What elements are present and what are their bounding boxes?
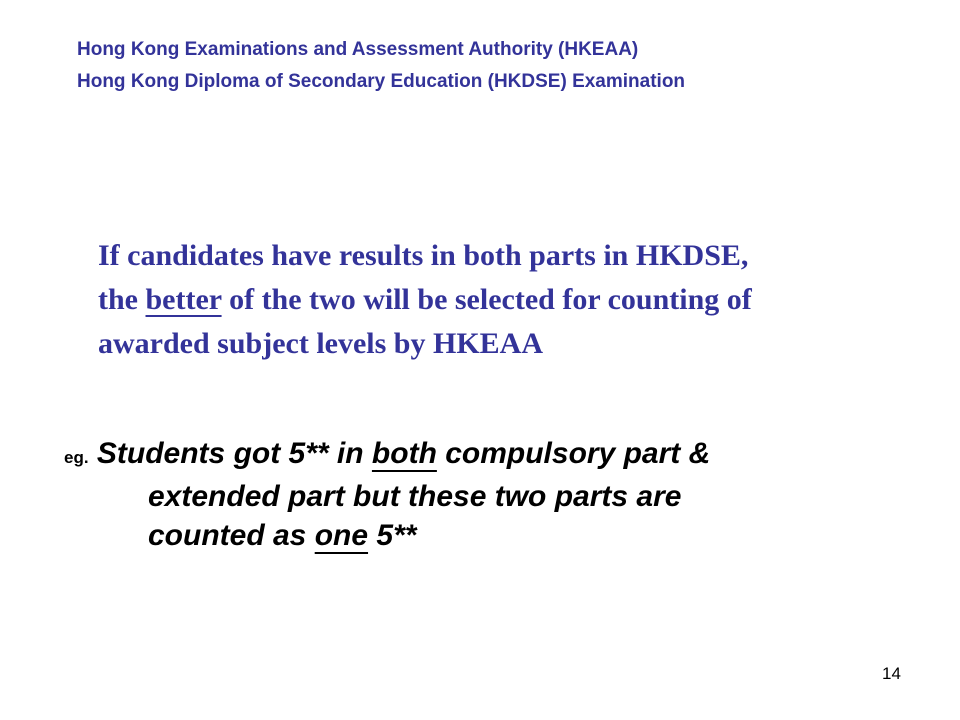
header-line-hkdse: Hong Kong Diploma of Secondary Education (HKDSE) Examination bbox=[77, 71, 686, 92]
statement-line-2-start: the bbox=[98, 283, 146, 316]
example-block bbox=[64, 434, 924, 555]
underlined-word-both: both bbox=[371, 437, 437, 470]
example-line-3-start: counted as bbox=[148, 519, 315, 552]
example-line-2: extended part but these two parts are bbox=[148, 480, 682, 513]
statement-line-1: If candidates have results in both parts in HKDSE, bbox=[98, 239, 749, 272]
underlined-word-better: better bbox=[145, 283, 222, 316]
example-prefix: eg. bbox=[64, 448, 89, 467]
example-line-3 bbox=[64, 516, 924, 555]
example-line-1-start: Students got 5** in bbox=[88, 437, 372, 470]
page-number: 14 bbox=[882, 664, 901, 683]
underlined-word-one: one bbox=[314, 519, 369, 552]
slide-header bbox=[77, 34, 685, 98]
statement-line-3: awarded subject levels by HKEAA bbox=[98, 327, 543, 360]
example-line-1 bbox=[64, 434, 924, 477]
example-line-3-end: 5** bbox=[368, 519, 417, 552]
statement-line-2-end: of the two will be selected for counting of bbox=[221, 283, 752, 316]
header-line-hkeaa: Hong Kong Examinations and Assessment Authority (HKEAA) bbox=[77, 39, 639, 60]
main-statement bbox=[98, 234, 938, 366]
statement-line-2 bbox=[98, 278, 938, 322]
example-line-1-end: compulsory part & bbox=[436, 437, 711, 470]
